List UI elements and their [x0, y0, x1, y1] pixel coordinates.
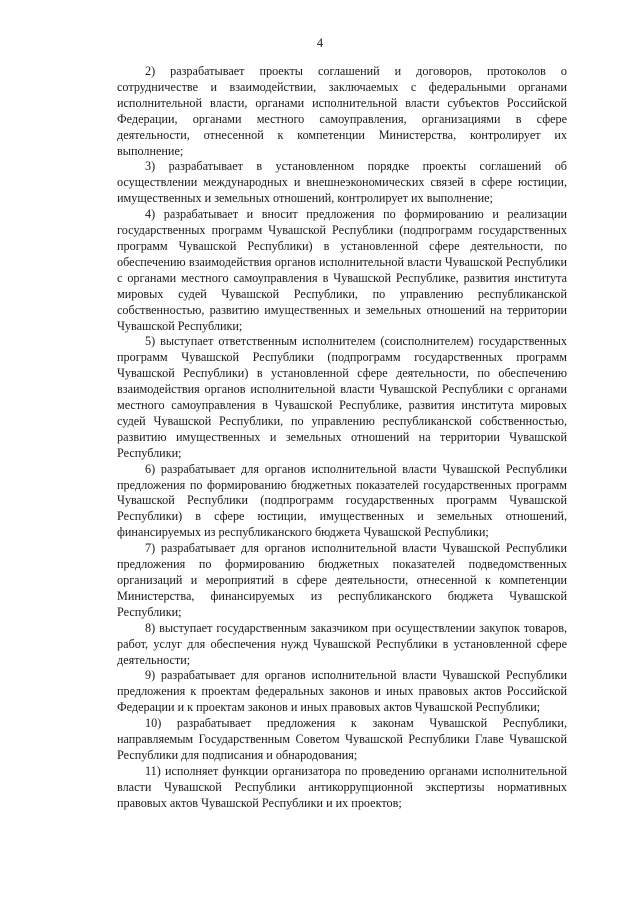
- paragraph-item-10: 10) разрабатывает предложения к законам Чувашской Республики, направляемым Государственным Советом Чувашской Республики Главе Чувашской Республики для подписания и обнародования;: [117, 716, 567, 762]
- paragraph-item-3: 3) разрабатывает в установленном порядке проекты соглашений об осуществлении международных и внешнеэкономических связей в сфере юстиции, имущественных и земельных отношений, контролирует их выполнение;: [117, 159, 567, 206]
- paragraph-item-4: 4) разрабатывает и вносит предложения по формированию и реализации государственных программ Чувашской Республики (подпрограмм государственных программ Чувашской Республики) в установленной сфере деятельности, по обеспечению взаимодействия органов исполнительной власти Чувашской Республики с органами местного самоуправления в Чувашской Республике, развития института мировых судей Чувашской Республики, по управлению республиканской собственностью, развитию имущественных и земельных отношений на территории Чувашской Республики;: [117, 207, 567, 333]
- paragraph-item-9: 9) разрабатывает для органов исполнительной власти Чувашской Республики предложения к проектам федеральных законов и иных правовых актов Российской Федерации и к проектам законов и иных правовых актов Чувашской Республики;: [117, 668, 567, 715]
- paragraph-item-5: 5) выступает ответственным исполнителем (соисполнителем) государственных программ Чувашской Республики (подпрограмм государственных программ Чувашской Республики) в установленной сфере деятельности, по обеспечению взаимодействия органов исполнительной власти Чувашской Республики с органами местного самоуправления в Чувашской Республике, развития института мировых судей Чувашской Республики, по управлению республиканской собственностью, развитию имущественных и земельных отношений на территории Чувашской Республики;: [117, 334, 567, 460]
- paragraph-item-11: 11) исполняет функции организатора по проведению органами исполнительной власти Чувашской Республики антикоррупционной экспертизы нормативных правовых актов Чувашской Республики и их проектов;: [117, 763, 567, 810]
- paragraph-item-7: 7) разрабатывает для органов исполнительной власти Чувашской Республики предложения по формированию бюджетных показателей подведомственных организаций и мероприятий в сфере деятельности, отнесенной к компетенции Министерства, финансируемых из республиканского бюджета Чувашской Республики;: [117, 541, 567, 619]
- paragraph-item-6: 6) разрабатывает для органов исполнительной власти Чувашской Республики предложения по формированию бюджетных показателей государственных программ Чувашской Республики (подпрограмм государственных программ Чувашской Республики) в сфере юстиции, имущественных и земельных отношений, финансируемых из республиканского бюджета Чувашской Республики;: [117, 461, 567, 540]
- paragraph-item-2: 2) разрабатывает проекты соглашений и договоров, протоколов о сотрудничестве и взаимодействии, заключаемых с федеральными органами исполнительной власти, органами исполнительной власти субъектов Российской Федерации, органами местного самоуправления, организациями в сфере деятельности, отнесенной к компетенции Министерства, контролирует их выполнение;: [117, 64, 567, 158]
- paragraph-item-8: 8) выступает государственным заказчиком при осуществлении закупок товаров, работ, услуг для обеспечения нужд Чувашской Республики в установленной сфере деятельности;: [117, 620, 567, 667]
- page-number: 4: [316, 36, 324, 50]
- document-body: [117, 64, 567, 812]
